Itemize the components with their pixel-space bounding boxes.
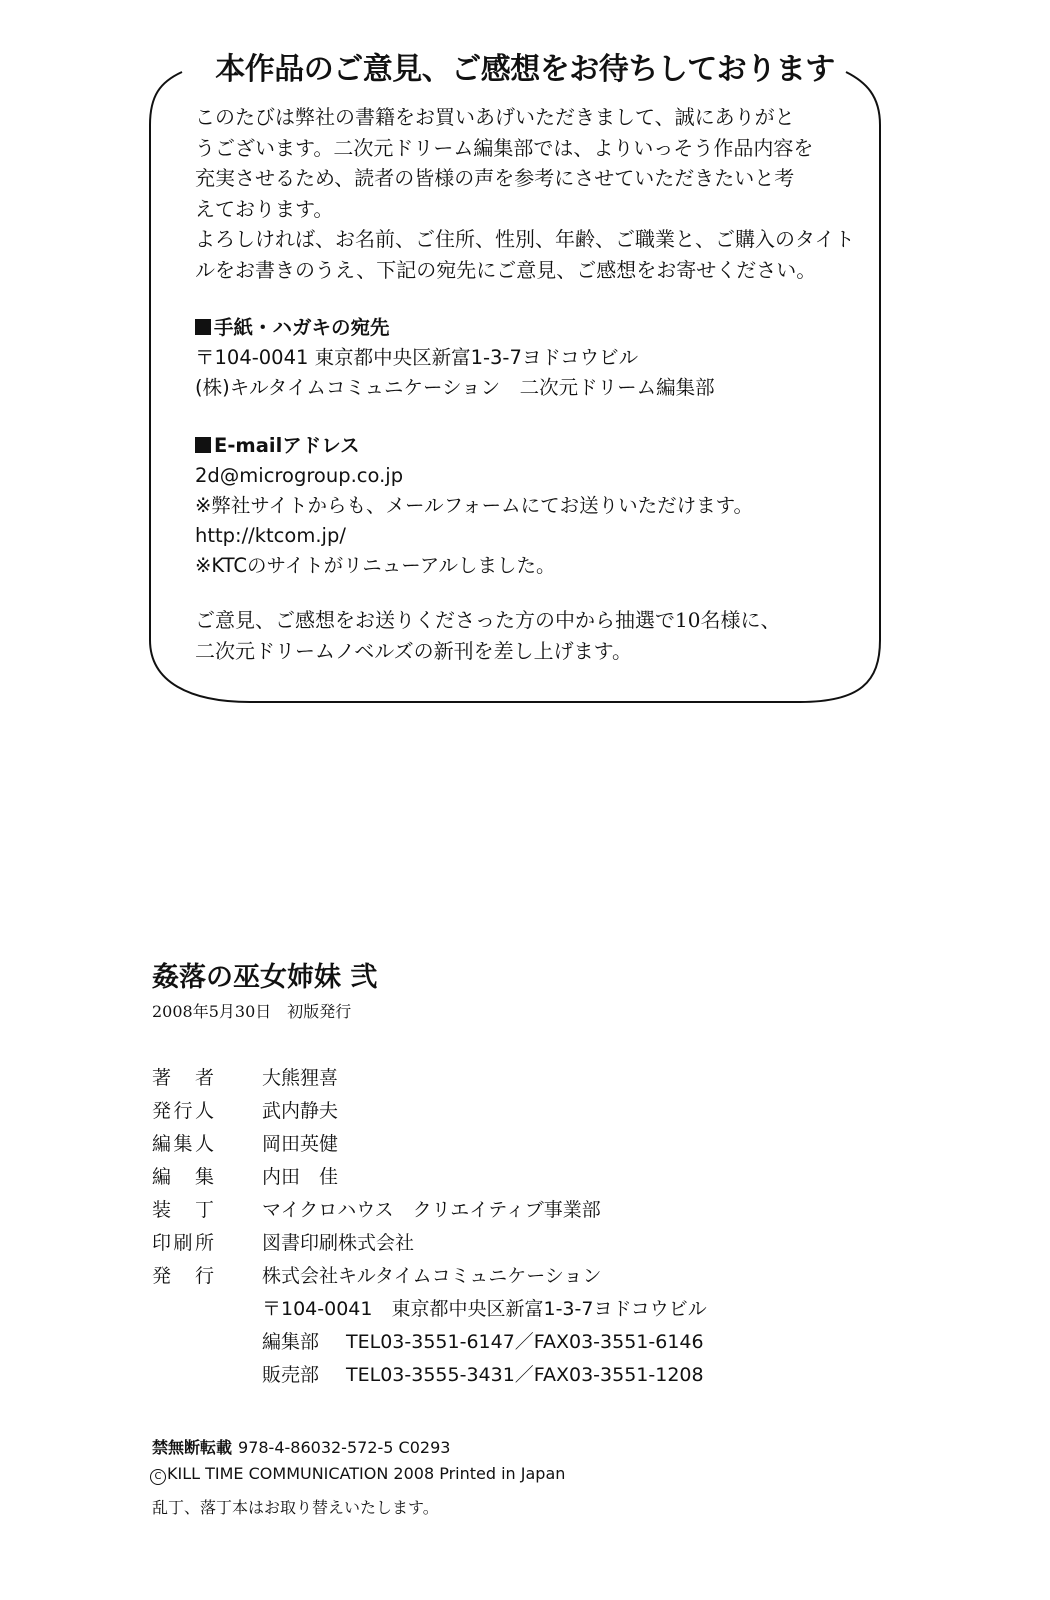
sales-dept-row — [152, 1359, 852, 1392]
credit-value: 株式会社キルタイムコミュニケーション — [262, 1265, 602, 1287]
isbn: 978-4-86032-572-5 C0293 — [238, 1438, 451, 1457]
credit-value: 図書印刷株式会社 — [262, 1232, 415, 1254]
site-renewal-note: ※KTCのサイトがリニューアルしました。 — [195, 554, 556, 577]
credit-value: 内田 佳 — [262, 1166, 339, 1188]
intro-line-1: このたびは弊社の書籍をお買いあげいただきまして、誠にありがと — [195, 105, 795, 129]
credit-label: 編集人 — [152, 1133, 214, 1155]
dept-label: 販売部 — [262, 1364, 320, 1386]
editorial-dept — [262, 1326, 704, 1359]
credit-label: 印刷所 — [152, 1232, 214, 1254]
sales-dept — [262, 1359, 704, 1392]
credit-value: マイクロハウス クリエイティブ事業部 — [262, 1199, 601, 1221]
email-address-link[interactable]: 2d@microgroup.co.jp — [195, 464, 404, 487]
credit-label: 著者 — [152, 1067, 214, 1089]
website-url-link[interactable]: http://ktcom.jp/ — [195, 524, 346, 547]
credit-row-editor — [152, 1161, 852, 1194]
credit-label: 発行人 — [152, 1100, 214, 1122]
publisher-address: 〒104-0041 東京都中央区新富1-3-7ヨドコウビル — [262, 1298, 707, 1320]
copyright-line — [150, 1462, 565, 1486]
credit-row-issuer — [152, 1260, 852, 1293]
credit-value: 岡田英健 — [262, 1133, 339, 1155]
credit-row-author — [152, 1062, 852, 1095]
credit-row-design — [152, 1194, 852, 1227]
dept-label: 編集部 — [262, 1331, 320, 1353]
reprint-prohibition: 禁無断転載 — [152, 1438, 233, 1457]
credits-list — [152, 1062, 852, 1392]
intro-line-3: 充実させるため、読者の皆様の声を参考にさせていただきたいと考 — [195, 166, 795, 190]
publisher-address-row — [152, 1293, 852, 1326]
intro-line-2: うございます。二次元ドリーム編集部では、よりいっそう作品内容を — [195, 135, 814, 160]
credit-label: 編集 — [152, 1166, 214, 1188]
credit-row-publisher-person — [152, 1095, 852, 1128]
credit-row-chief-editor — [152, 1128, 852, 1161]
intro-line-5: よろしければ、お名前、ご住所、性別、年齢、ご職業と、ご購入のタイト — [195, 227, 855, 251]
mail-form-note: ※弊社サイトからも、メールフォームにてお送りいただけます。 — [195, 494, 754, 517]
credit-row-printer — [152, 1227, 852, 1260]
feedback-heading: 本作品のご意見、ご感想をお待ちしております — [215, 52, 835, 87]
intro-line-4: えております。 — [195, 196, 334, 221]
credit-label: 装丁 — [152, 1199, 214, 1221]
intro-line-6: ルをお書きのうえ、下記の宛先にご意見、ご感想をお寄せください。 — [195, 257, 817, 282]
letter-section-title: 手紙・ハガキの宛先 — [195, 313, 875, 343]
credit-label: 発行 — [152, 1265, 214, 1287]
email-section-title: E-mailアドレス — [195, 431, 875, 461]
isbn-line — [152, 1436, 450, 1460]
prize-line-1: ご意見、ご感想をお送りくださった方の中から抽選で10名様に、 — [195, 608, 781, 632]
replacement-notice: 乱丁、落丁本はお取り替えいたします。 — [152, 1498, 439, 1517]
letter-recipient: (株)キルタイムコミュニケーション 二次元ドリーム編集部 — [195, 376, 715, 399]
copyright-icon: C — [150, 1469, 166, 1485]
square-bullet-icon — [195, 437, 211, 453]
publication-date: 2008年5月30日 初版発行 — [152, 1002, 352, 1021]
credit-value: 武内静夫 — [262, 1100, 339, 1122]
copyright-text: KILL TIME COMMUNICATION 2008 Printed in Japan — [167, 1464, 566, 1483]
feedback-content — [195, 102, 875, 666]
dept-contact: TEL03-3551-6147／FAX03-3551-6146 — [346, 1331, 704, 1353]
prize-line-2: 二次元ドリームノベルズの新刊を差し上げます。 — [195, 638, 632, 663]
editorial-dept-row — [152, 1326, 852, 1359]
letter-address: 〒104-0041 東京都中央区新富1-3-7ヨドコウビル — [195, 346, 639, 369]
dept-contact: TEL03-3555-3431／FAX03-3551-1208 — [346, 1364, 704, 1386]
credit-value: 大熊狸喜 — [262, 1067, 339, 1089]
book-title: 姦落の巫女姉妹 弐 — [152, 962, 378, 993]
square-bullet-icon — [195, 319, 211, 335]
